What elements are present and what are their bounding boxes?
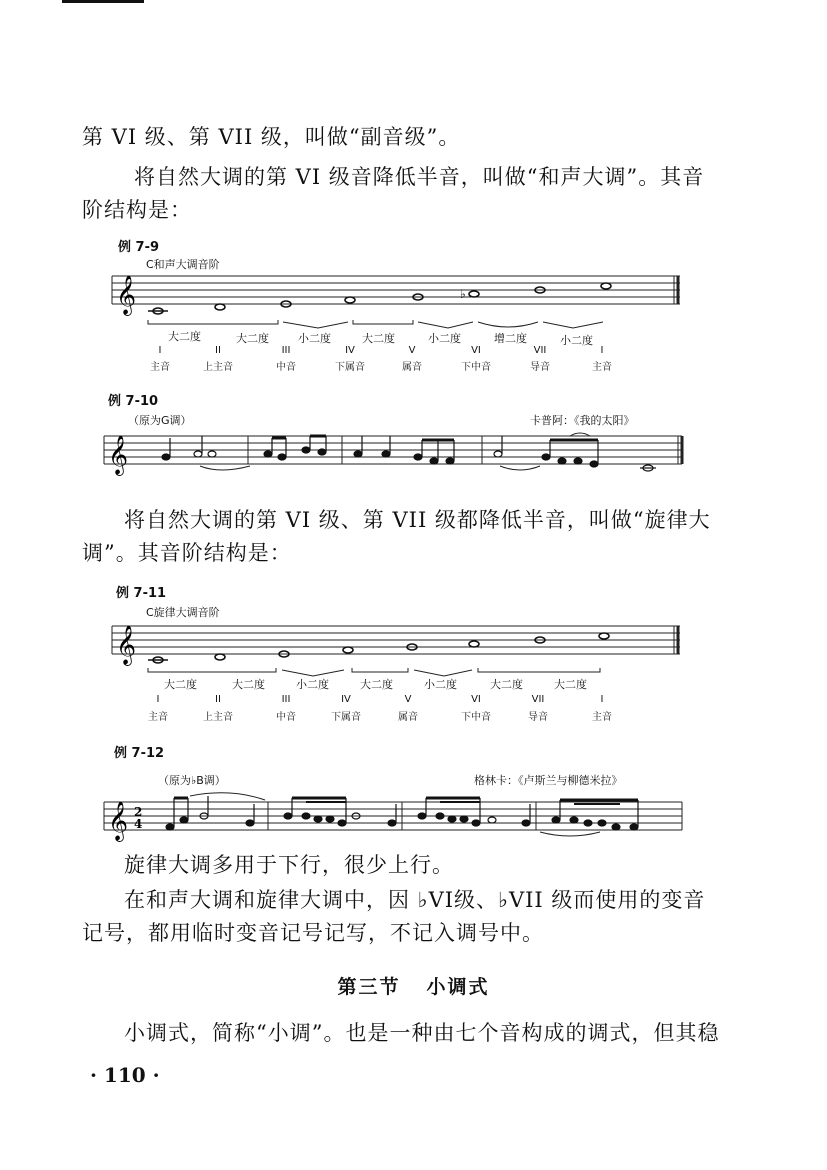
staff-harmonic-major: [108, 270, 688, 330]
degree-numeral: I: [158, 345, 162, 356]
scale-title-harmonic-major: C和声大调音阶: [146, 258, 220, 271]
interval-label: 大二度: [360, 678, 393, 691]
interval-label: 小二度: [298, 332, 331, 345]
degree-name: 下属音: [331, 712, 361, 723]
staff-melodic-major: [108, 618, 688, 680]
section-number: 第三节: [337, 976, 401, 998]
degree-name: 上主音: [203, 712, 233, 723]
degree-name: 导音: [530, 362, 550, 373]
svg-text:2: 2: [134, 805, 143, 819]
degree-numeral: VI: [471, 345, 481, 356]
degree-name: 上主音: [203, 362, 233, 373]
interval-label: 大二度: [490, 678, 523, 691]
degree-name: 下属音: [335, 362, 365, 373]
degree-numeral: III: [281, 694, 291, 705]
degree-numeral: IV: [341, 694, 351, 705]
page-number: · 110 ·: [90, 1063, 160, 1087]
scale-title-melodic-major: C旋律大调音阶: [146, 606, 220, 619]
text-line-9: 小调式，简称“小调”。也是一种由七个音构成的调式，但其稳: [124, 1021, 720, 1045]
original-key-note: （原为G调）: [128, 414, 192, 427]
interval-label: 大二度: [168, 330, 201, 343]
example-label-7-10: 例 7-10: [108, 394, 159, 409]
interval-label: 小二度: [560, 334, 593, 347]
degree-name: 下中音: [461, 362, 491, 373]
text-line-6: 旋律大调多用于下行，很少上行。: [124, 853, 454, 877]
interval-label: 大二度: [554, 678, 587, 691]
degree-name: 主音: [592, 362, 612, 373]
degree-name: 下中音: [461, 712, 491, 723]
degree-name: 主音: [148, 712, 168, 723]
degree-name: 主音: [592, 712, 612, 723]
degree-numeral: III: [281, 345, 291, 356]
degree-numeral: I: [600, 345, 604, 356]
text-line-8: 记号，都用临时变音记号记写，不记入调号中。: [82, 921, 544, 945]
section-title: 小调式: [426, 976, 490, 998]
treble-clef-icon: 𝄞: [108, 435, 129, 475]
degree-name: 中音: [276, 362, 296, 373]
staff-example-7-10: [100, 428, 690, 478]
degree-name: 属音: [402, 362, 422, 373]
interval-label: 大二度: [232, 678, 265, 691]
example-label-7-12: 例 7-12: [114, 746, 165, 761]
section-heading: [0, 972, 827, 999]
original-key-note: （原为♭B调）: [158, 774, 226, 787]
degree-name: 中音: [276, 712, 296, 723]
degree-name: 主音: [150, 362, 170, 373]
degree-numeral: VII: [533, 345, 547, 356]
interval-label: 增二度: [494, 332, 527, 345]
staff-example-7-12: [100, 790, 690, 842]
text-line-3: 阶结构是：: [82, 198, 192, 222]
degree-numeral: II: [215, 345, 221, 356]
example-label-7-9: 例 7-9: [118, 240, 160, 255]
svg-text:4: 4: [134, 817, 143, 831]
degree-numeral: VII: [531, 694, 545, 705]
degree-name: 属音: [398, 712, 418, 723]
degree-numeral: IV: [345, 345, 355, 356]
degree-numeral: V: [404, 694, 412, 705]
interval-label: 大二度: [362, 332, 395, 345]
degree-numeral: V: [408, 345, 416, 356]
source-attribution: 格林卡：《卢斯兰与柳德米拉》: [474, 774, 623, 787]
text-line-5: 调”。其音阶结构是：: [82, 541, 292, 565]
treble-clef-icon: 𝄞: [116, 275, 137, 315]
interval-label: 大二度: [236, 332, 269, 345]
degree-name: 导音: [528, 712, 548, 723]
source-attribution: 卡普阿：《我的太阳》: [530, 414, 635, 427]
degree-numeral: VI: [471, 694, 481, 705]
text-line-7: 在和声大调和旋律大调中，因 ♭VI级、♭VII 级而使用的变音: [124, 888, 706, 912]
degree-numeral: I: [156, 694, 160, 705]
text-line-4: 将自然大调的第 VI 级、第 VII 级都降低半音，叫做“旋律大: [124, 508, 711, 532]
interval-label: 小二度: [424, 678, 457, 691]
top-rule: [62, 0, 144, 3]
treble-clef-icon: 𝄞: [108, 801, 129, 841]
interval-label: 小二度: [296, 678, 329, 691]
interval-label: 小二度: [428, 332, 461, 345]
svg-text:♭: ♭: [460, 287, 466, 301]
degree-numeral: II: [215, 694, 221, 705]
example-label-7-11: 例 7-11: [116, 586, 167, 601]
text-line-2: 将自然大调的第 VI 级音降低半音，叫做“和声大调”。其音: [134, 165, 705, 189]
text-line-1: 第 VI 级、第 VII 级，叫做“副音级”。: [82, 125, 461, 149]
treble-clef-icon: 𝄞: [116, 625, 137, 665]
interval-label: 大二度: [164, 678, 197, 691]
degree-numeral: I: [600, 694, 604, 705]
